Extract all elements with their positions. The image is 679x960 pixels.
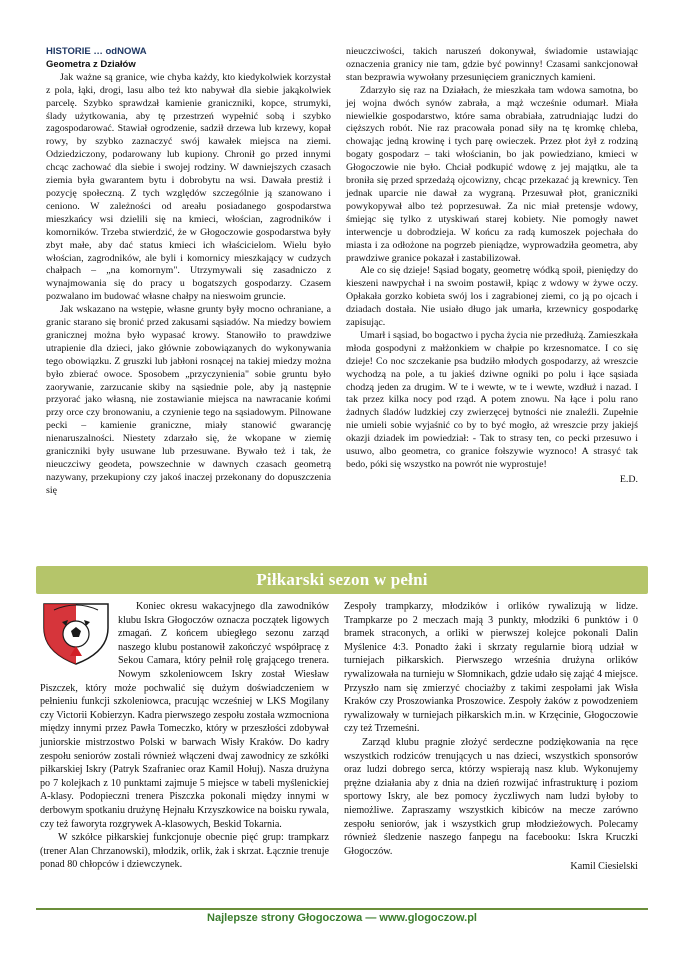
article1-paragraph: nieuczciwości, takich naruszeń dokonywał, świadomie ustawiając oznaczenia granicy nie tam, gdzie być powinny! Czasami sankcjonował stan bezprawia wywołany przesunięciem granicznych kamieni. bbox=[346, 46, 638, 83]
section-banner bbox=[36, 566, 648, 594]
article2-left-column bbox=[40, 600, 329, 872]
footer-divider bbox=[36, 908, 648, 910]
article1-signature: E.D. bbox=[619, 473, 638, 485]
article2-right-column bbox=[344, 600, 638, 874]
article1-left-column bbox=[46, 46, 331, 498]
article1-right-column bbox=[346, 46, 638, 487]
article1-paragraph: Jak wskazano na wstępie, własne grunty były mocno ochraniane, a granic starano się bronić przed zakusami sąsiadów. Na miedzy bowiem granicznej można było wypasać krowy. Stanowiło to prawdziwe utrapienie dla dzieci, jako głównie zobowiązanych do wykonywania tego obowiązku. Z gruszki lub jabłoni rosnącej na takiej miedzy można było zbierać owoce. Sposobem „przyczynienia" sobie gruntu było zaorywanie, zarzucanie skiby na sąsiednie pole, aby ją następnie przyorać jako własną, nie zostawianie miejsca na nawracanie końmi przy orce czy bronowaniu, a czynienie tego na sąsiadowym. Pilnowane pecki – kamienie graniczne, miały stanowić gwarancję nienaruszalności. Niestety zdarzało się, że wkopane w ziemię graniczniki były usuwane lub przesuwane. Bywało też i tak, że nieuczciwy geodeta, powszechnie w dawnych czasach geometrą nazywany, przekupiony czy jakoś inaczej przekonany do dopuszczenia się bbox=[46, 304, 331, 496]
article2-paragraph: Zespoły trampkarzy, młodzików i orlików rywalizują w lidze. Trampkarze po 2 meczach mają 3 punkty, młodziki 6 punktów i 0 bramek straconych, a orliki w pierwszej kolejce pokonali Dalin Myślenice 4:3. Ponadto żaki i skrzaty regularnie biorą udział w turniejach piłkarskich. Pierwszego września drużyna orlików rywalizowała na turnieju w Słomnikach, gdzie udało się zająć 4 miejsce. Przyszło nam się zmierzyć chociażby z takimi zespołami jak Wisła Kraków czy Proszowianka Proszowice. Zespoły żaków z powodzeniem rywalizowały w turniejach piłkarskich m.in. w Krzęcinie, Głogoczowie czy też Trzemeśni. bbox=[344, 601, 638, 735]
article1-paragraph: Zdarzyło się raz na Działach, że mieszkała tam wdowa samotna, bo jej wojna dwóch synów zabrała, a mąż wcześnie odumarł. Miała niewielkie gospodarstwo, które sama obrabiała, zatrudniając ludzi do cięższych robót. Nie raz pracowała ponad siły na tę kromkę chleba, chowając jedną krowinę i tych parę owieczek. Przez płot żył z rodziną bogaty gospodarz – taki włościanin, bo jak powiedziano, kmieci w Głogoczowie nie było. Chciał podkupić wdowę z jej majątku, ale ta broniła się przed sprzedażą ojcowizny, chcąc przekazać ją krewnicy. Ten jednak uparcie nie dawał za wygraną. Przesuwał płot, graniczniki powykopywał albo też poprzesuwał. Za nic miał pretensje wdowy, śmiejąc się tylko z utyskiwań starej kobiety. Nie pomogły nawet interwencje u dobrodzieja. W końcu za radą kumoszek pojechała do miasta i za odłożone na pogrzeb pieniądze, wyprowadziła geometra, aby prawdziwe granice pokazał i zastabilizował. bbox=[346, 84, 638, 264]
footer-link[interactable]: Najlepsze strony Głogoczowa — www.glogoczow.pl bbox=[207, 912, 477, 924]
article1-paragraph: Ale co się dzieje! Sąsiad bogaty, geometrę wódką spoił, pieniędzy do kieszeni nawpychał i na swoim postawił, kpiąc z wdowy w żywe oczy. Opłakała gorzko kobieta swój los i zagrabionej ziemi, co ją po ojcach i dziadach dostała. Nie usiało długo jak umarła, krzewnicy gospodarkę zapisując. bbox=[346, 265, 638, 329]
article1-paragraph: Umarł i sąsiad, bo bogactwo i pycha życia nie przedłużą. Zamieszkała młoda gospodyni z małżonkiem w chałpie po krzesnomatce. I co się dzieje! Co noc szczekanie psa budziło młodych gospodarzy, aż wreszcie wychodzą na pole, a tu jakieś dziwne ogniki po polu i łące sąsiada chodzą jeden za drugim. W te i wewte, w te i wewte, wzdłuż i nazad. I tak przez kilka nocy pod rząd. A potem znowu. Na łące i polu rano żadnych śladów ludzkiej czy zwierzęcej bytności nie znaleźli. Zupełnie nie umieli sobie wyjaśnić co by to być mogło, aż wreszcie przy jakiejś okazji dziadek im powiedział: - Tak to strasy ten, co pecki przesuwo i usuwo, albo geometra, co granice fołszywie wyznoco! A strasyć tak bedo, póki się wszystko na powrót nie wyprostuje! bbox=[346, 329, 638, 470]
article1-title: Geometra z Działów bbox=[46, 58, 136, 70]
article2-paragraph: W szkółce piłkarskiej funkcjonuje obecnie pięć grup: trampkarz (trener Alan Chrzanowski), młodzik, orlik, żak i skrzat. Łącznie trenuje ponad 80 chłopców i dziewczynek. bbox=[40, 832, 329, 871]
club-logo bbox=[40, 600, 118, 680]
article1-paragraph: Jak ważne są granice, wie chyba każdy, kto kiedykolwiek korzystał z pola, łąki, drogi, lasu albo też kto nabywał dla siebie jakąkolwiek parcelę. Szybko sprawdzał kamienie graniczniki, kopce, strumyki, ślady użytkowania, aby tę przestrzeń wypełnić sobą i szybko zagospodarować. Stawiał ogrodzenie, sadził drzewa lub krzewy, kopał rowy, by szybko zaznaczyć swój kawałek miejsca na ziemi. Odziedziczony, podarowany lub kupiony. Chronił go przed innymi chcąc zachować dla siebie i swojej rodziny. W dawniejszych czasach ziemia była gwarantem bytu i dobrobytu na wsi. Dawała prestiż i pozycję społeczną. Z tych względów szczególnie ją szanowano i ceniono. W zależności od areału posiadanego gospodarstwa mieszkańcy wsi dzielili się na kmieci, włościan, zagrodników i komorników. Trzeba stwierdzić, że w Głogoczowie gospodarstwa były zbyt małe, aby dać status kmieci ich właścicielom. Wielu było włościan, zagrodników, ale byli i komornicy mieszkający w cudzych chałpach – „na komornym". Utrzymywali się zasadniczo z wynajmowania się do pracy u bogatszych gospodarzy. Czasem pozwalano im budować własne chałpy na nieswoim gruncie. bbox=[46, 71, 331, 303]
article2-paragraph: Koniec okresu wakacyjnego dla zawodników klubu Iskra Głogoczów oznacza początek ligowych zmagań. Z końcem ubiegłego sezonu zarząd naszego klubu postanowił zakończyć współpracę z Sekou Camara, który pełnił rolę grającego trenera. Nowym szkoleniowcem Iskry został Wiesław Piszczek, który może pochwalić się dużym doświadczeniem w pełnieniu funkcji szkoleniowca, pracując wcześniej w LKS Mogilany czy Victorii Kobierzyn. Kadra pierwszego zespołu została wzmocniona między innymi przez Pawła Tomeczko, który w przeszłości zdobywał juniorskie mistrzostwo Polski w barwach Wisły Kraków. Do kadry zespołu seniorów zostali również włączeni dwaj zawodnicy ze szkółki piłkarskiej Iskry (Patryk Szafraniec oraz Kamil Hołuj). Nasza drużyna po 7 kolejkach z 10 punktami zajmuje 5 miejsce w tabeli myślenickiej A-klasy. Podopieczni trenera Piszczka pokonali między innymi w derbowym spotkaniu drużynę Hejnału Krzyszkowice na boisku rywala, czy też faworyta rozgrywek A-klasowych, Beskid Tokarnia. bbox=[40, 601, 329, 830]
article2-paragraph: Zarząd klubu pragnie złożyć serdeczne podziękowania na ręce wszystkich rodziców trenujących u nas dzieci, wszystkich sponsorów oraz ludzi dobrego serca, którzy wspierają nasz klub. Wykonujemy prężne działania aby z dnia na dzień rozwijać infrastrukturę i poziom sportowy Iskry, ale bez pomocy życzliwych nam ludzi byłoby to niemożliwe. Zapraszamy wszystkich kibiców na mecze zarówno zespołu seniorów, jak i wszystkich grup młodzieżowych. Polecamy również śledzenie naszego fanpegu na facebooku: Iskra Kruczki Głogoczów. bbox=[344, 736, 638, 857]
article1-kicker: HISTORIE … odNOWA bbox=[46, 46, 147, 57]
club-crest-icon bbox=[40, 600, 112, 666]
article2-signature: Kamil Ciesielski bbox=[570, 861, 638, 873]
article2-title: Piłkarski sezon w pełni bbox=[256, 570, 428, 589]
